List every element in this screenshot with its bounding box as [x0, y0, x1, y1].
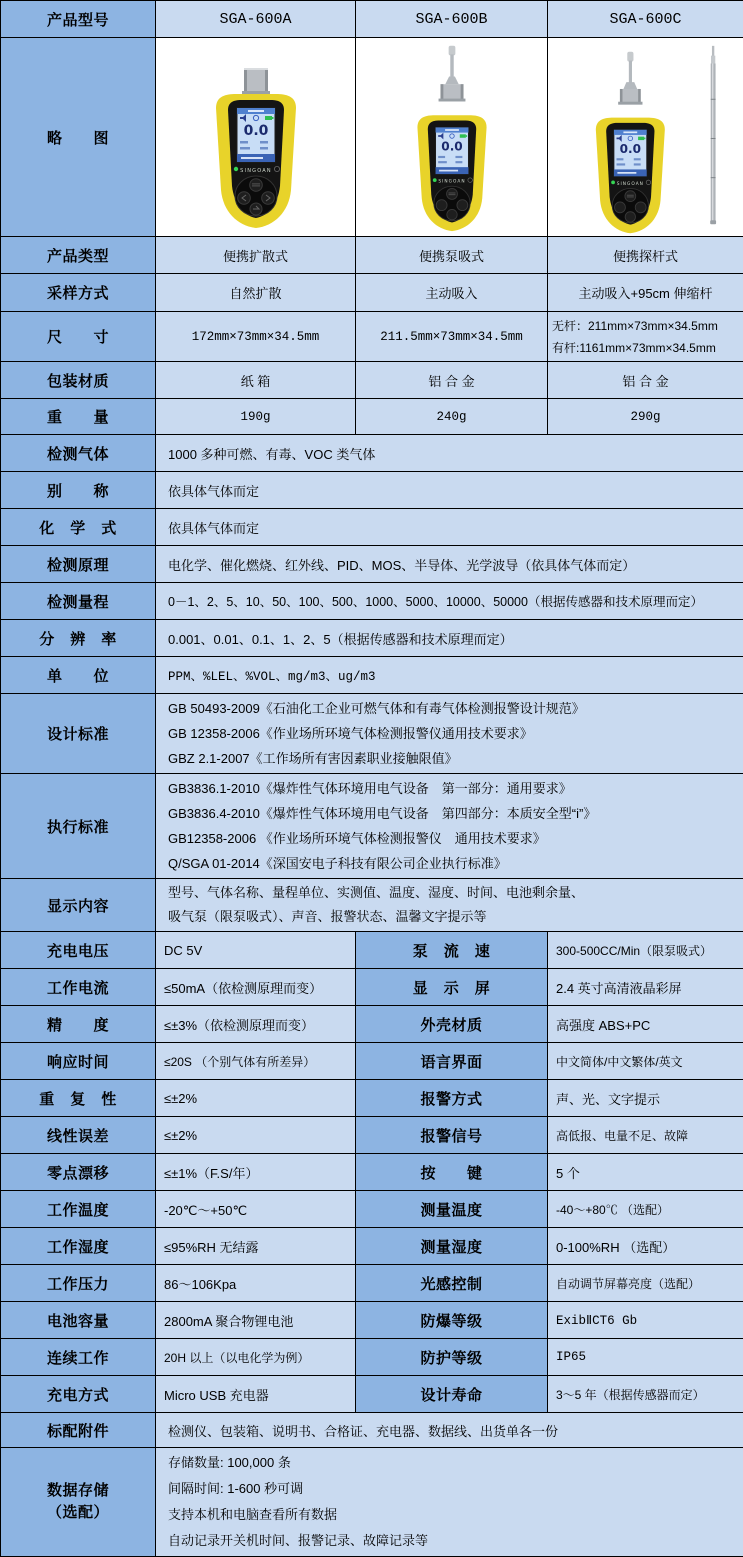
- value-alarm-mode: 声、光、文字提示: [548, 1080, 743, 1117]
- value-charge-voltage: DC 5V: [156, 932, 356, 969]
- value-weight-c: 290g: [548, 399, 743, 435]
- value-light-control: 自动调节屏幕亮度（选配）: [548, 1265, 743, 1302]
- table-row: [1, 1117, 743, 1154]
- label-accuracy: 精 度: [1, 1006, 156, 1043]
- keypad: [235, 176, 277, 216]
- label-alias: 别 称: [1, 472, 156, 509]
- label-working-current: 工作电流: [1, 969, 156, 1006]
- label-repeatability: 重 复 性: [1, 1080, 156, 1117]
- table-row: [1, 694, 743, 774]
- label-linearity-error: 线性误差: [1, 1117, 156, 1154]
- value-packing-a: 纸 箱: [156, 362, 356, 399]
- label-executive-standard: 执行标准: [1, 774, 156, 879]
- value-protection-rating: IP65: [548, 1339, 743, 1376]
- sketch-cell-b: [356, 38, 548, 237]
- value-weight-b: 240g: [356, 399, 548, 435]
- value-weight-a: 190g: [156, 399, 356, 435]
- table-row: [1, 1376, 743, 1413]
- executive-standard-line: GB12358-2006 《作业场所环境气体检测报警仪 通用技术要求》: [168, 826, 735, 851]
- label-unit: 单 位: [1, 657, 156, 694]
- value-working-humidity: ≤95%RH 无结露: [156, 1228, 356, 1265]
- label-battery-capacity: 电池容量: [1, 1302, 156, 1339]
- table-row: [1, 362, 743, 399]
- device-image-sga-600a: [156, 38, 356, 236]
- label-charge-voltage: 充电电压: [1, 932, 156, 969]
- led-indicator: [611, 180, 615, 184]
- telescopic-rod: [710, 46, 716, 224]
- value-design-life: 3～5 年（根据传感器而定）: [548, 1376, 743, 1413]
- value-standard-accessories: 检测仪、包装箱、说明书、合格证、充电器、数据线、出货单各一份: [156, 1413, 743, 1448]
- label-response-time: 响应时间: [1, 1043, 156, 1080]
- label-product-type: 产品类型: [1, 237, 156, 274]
- value-product-type-a: 便携扩散式: [156, 237, 356, 274]
- label-working-temperature: 工作温度: [1, 1191, 156, 1228]
- value-executive-standard: [156, 774, 743, 879]
- label-explosion-proof-rating: 防爆等级: [356, 1302, 548, 1339]
- value-buttons: 5 个: [548, 1154, 743, 1191]
- table-row: [1, 399, 743, 435]
- value-detected-gas: 1000 多种可燃、有毒、VOC 类气体: [156, 435, 743, 472]
- value-battery-capacity: 2800mA 聚合物锂电池: [156, 1302, 356, 1339]
- data-storage-line: 支持本机和电脑查看所有数据: [168, 1502, 735, 1528]
- value-measuring-temperature: -40～+80℃ （选配）: [548, 1191, 743, 1228]
- data-storage-line: 间隔时间: 1-600 秒可调: [168, 1476, 735, 1502]
- table-row: [1, 969, 743, 1006]
- value-housing-material: 高强度 ABS+PC: [548, 1006, 743, 1043]
- table-row: [1, 1413, 743, 1448]
- table-row: [1, 546, 743, 583]
- table-row: [1, 932, 743, 969]
- table-row: [1, 1043, 743, 1080]
- sketch-cell-a: [156, 38, 356, 237]
- value-explosion-proof-rating: ExibⅡCT6 Gb: [548, 1302, 743, 1339]
- led-indicator: [433, 178, 437, 182]
- pump-probe: [618, 52, 642, 105]
- table-row: [1, 1339, 743, 1376]
- data-storage-label-line1: 数据存储: [2, 1480, 154, 1502]
- value-resolution: 0.001、0.01、0.1、1、2、5（根据传感器和技术原理而定）: [156, 620, 743, 657]
- table-row: [1, 583, 743, 620]
- device-image-sga-600c: [548, 38, 743, 236]
- table-row: [1, 1, 743, 38]
- value-chemical-formula: 依具体气体而定: [156, 509, 743, 546]
- screen-value: 0.0: [441, 140, 462, 154]
- label-buttons: 按 键: [356, 1154, 548, 1191]
- value-packing-c: 铝 合 金: [548, 362, 743, 399]
- value-product-type-b: 便携泵吸式: [356, 237, 548, 274]
- label-housing-material: 外壳材质: [356, 1006, 548, 1043]
- table-row: [1, 435, 743, 472]
- table-row: [1, 1191, 743, 1228]
- model-name-c: SGA-600C: [548, 1, 743, 38]
- label-charging-method: 充电方式: [1, 1376, 156, 1413]
- table-row: [1, 1448, 743, 1557]
- label-language-interface: 语言界面: [356, 1043, 548, 1080]
- model-name-a: SGA-600A: [156, 1, 356, 38]
- table-row: [1, 274, 743, 312]
- brand-text: SINGOAN: [438, 179, 465, 185]
- label-detected-gas: 检测气体: [1, 435, 156, 472]
- value-sampling-c: 主动吸入+95cm 伸缩杆: [548, 274, 743, 312]
- value-zero-drift: ≤±1%（F.S/年）: [156, 1154, 356, 1191]
- label-dimensions: 尺 寸: [1, 312, 156, 362]
- table-row: [1, 1302, 743, 1339]
- table-row: [1, 472, 743, 509]
- value-sampling-a: 自然扩散: [156, 274, 356, 312]
- value-measuring-humidity: 0-100%RH （选配）: [548, 1228, 743, 1265]
- label-measuring-humidity: 测量湿度: [356, 1228, 548, 1265]
- label-display-screen: 显 示 屏: [356, 969, 548, 1006]
- value-working-pressure: 86～106Kpa: [156, 1265, 356, 1302]
- label-zero-drift: 零点漂移: [1, 1154, 156, 1191]
- label-chemical-formula: 化 学 式: [1, 509, 156, 546]
- display-content-line: 型号、气体名称、量程单位、实测值、温度、湿度、时间、电池剩余量、: [168, 881, 735, 905]
- table-row: [1, 657, 743, 694]
- value-packing-b: 铝 合 金: [356, 362, 548, 399]
- model-name-b: SGA-600B: [356, 1, 548, 38]
- label-alarm-mode: 报警方式: [356, 1080, 548, 1117]
- value-dimensions-a: 172mm×73mm×34.5mm: [156, 312, 356, 362]
- label-design-standard: 设计标准: [1, 694, 156, 774]
- value-product-type-c: 便携探杆式: [548, 237, 743, 274]
- table-row: [1, 38, 743, 237]
- label-packing-material: 包装材质: [1, 362, 156, 399]
- display-content-line: 吸气泵（限泵吸式）、声音、报警状态、温馨文字提示等: [168, 905, 735, 929]
- value-dimensions-c: [548, 312, 743, 362]
- label-pump-flow: 泵 流 速: [356, 932, 548, 969]
- device-screen: [237, 108, 275, 162]
- executive-standard-line: GB3836.4-2010《爆炸性气体环境用电气设备 第四部分：本质安全型“i”》: [168, 801, 735, 826]
- pump-probe: [439, 46, 466, 102]
- screen-value: 0.0: [620, 142, 641, 156]
- value-detection-range: 0－1、2、5、10、50、100、500、1000、5000、10000、50000（根据传感器和技术原理而定）: [156, 583, 743, 620]
- value-linearity-error: ≤±2%: [156, 1117, 356, 1154]
- device-image-sga-600b: [356, 38, 548, 236]
- table-row: [1, 1080, 743, 1117]
- dimensions-c-line1: 无杆：211mm×73mm×34.5mm: [552, 315, 739, 337]
- table-row: [1, 1265, 743, 1302]
- value-language-interface: 中文简体/中文繁体/英文: [548, 1043, 743, 1080]
- label-working-humidity: 工作湿度: [1, 1228, 156, 1265]
- brand-text: SINGOAN: [617, 181, 644, 187]
- label-design-life: 设计寿命: [356, 1376, 548, 1413]
- table-row: [1, 1006, 743, 1043]
- value-working-temperature: -20℃～+50℃: [156, 1191, 356, 1228]
- design-standard-line: GBZ 2.1-2007《工作场所有害因素职业接触限值》: [168, 746, 735, 771]
- table-row: [1, 879, 743, 932]
- table-row: [1, 620, 743, 657]
- data-storage-label-line2: （选配）: [2, 1502, 154, 1524]
- label-measuring-temperature: 测量温度: [356, 1191, 548, 1228]
- label-light-control: 光感控制: [356, 1265, 548, 1302]
- value-detection-principle: 电化学、催化燃烧、红外线、PID、MOS、半导体、光学波导（依具体气体而定）: [156, 546, 743, 583]
- executive-standard-line: GB3836.1-2010《爆炸性气体环境用电气设备 第一部分：通用要求》: [168, 776, 735, 801]
- device-screen: [614, 130, 647, 177]
- device-screen: [436, 127, 469, 174]
- label-alarm-signal: 报警信号: [356, 1117, 548, 1154]
- value-dimensions-b: 211.5mm×73mm×34.5mm: [356, 312, 548, 362]
- screen-value: 0.0: [244, 123, 269, 139]
- dimensions-c-line2: 有杆:1161mm×73mm×34.5mm: [552, 337, 739, 359]
- value-charging-method: Micro USB 充电器: [156, 1376, 356, 1413]
- data-storage-line: 自动记录开关机时间、报警记录、故障记录等: [168, 1528, 735, 1554]
- value-pump-flow: 300-500CC/Min（限泵吸式）: [548, 932, 743, 969]
- keypad: [612, 188, 648, 222]
- value-design-standard: [156, 694, 743, 774]
- value-continuous-working: 20H 以上（以电化学为例）: [156, 1339, 356, 1376]
- brand-text: SINGOAN: [240, 168, 272, 174]
- table-row: [1, 312, 743, 362]
- table-row: [1, 1154, 743, 1191]
- value-alias: 依具体气体而定: [156, 472, 743, 509]
- label-working-pressure: 工作压力: [1, 1265, 156, 1302]
- label-data-storage: [1, 1448, 156, 1557]
- label-detection-range: 检测量程: [1, 583, 156, 620]
- design-standard-line: GB 50493-2009《石油化工企业可燃气体和有毒气体检测报警设计规范》: [168, 696, 735, 721]
- value-repeatability: ≤±2%: [156, 1080, 356, 1117]
- value-accuracy: ≤±3%（依检测原理而变）: [156, 1006, 356, 1043]
- table-row: [1, 509, 743, 546]
- value-display-screen: 2.4 英寸高清液晶彩屏: [548, 969, 743, 1006]
- label-sampling-method: 采样方式: [1, 274, 156, 312]
- label-weight: 重 量: [1, 399, 156, 435]
- label-protection-rating: 防护等级: [356, 1339, 548, 1376]
- label-product-model: 产品型号: [1, 1, 156, 38]
- value-working-current: ≤50mA（依检测原理而变）: [156, 969, 356, 1006]
- executive-standard-line: Q/SGA 01-2014《深国安电子科技有限公司企业执行标准》: [168, 851, 735, 876]
- data-storage-line: 存储数量: 100,000 条: [168, 1450, 735, 1476]
- label-standard-accessories: 标配附件: [1, 1413, 156, 1448]
- table-row: [1, 774, 743, 879]
- value-unit: PPM、%LEL、%VOL、mg/m3、ug/m3: [156, 657, 743, 694]
- value-data-storage: [156, 1448, 743, 1557]
- keypad: [434, 186, 470, 221]
- value-sampling-b: 主动吸入: [356, 274, 548, 312]
- sketch-cell-c: [548, 38, 743, 237]
- value-alarm-signal: 高低报、电量不足、故障: [548, 1117, 743, 1154]
- device-cap: [242, 68, 270, 94]
- led-indicator: [234, 167, 238, 171]
- table-row: [1, 1228, 743, 1265]
- value-display-content: [156, 879, 743, 932]
- label-detection-principle: 检测原理: [1, 546, 156, 583]
- value-response-time: ≤20S （个别气体有所差异）: [156, 1043, 356, 1080]
- table-row: [1, 237, 743, 274]
- label-display-content: 显示内容: [1, 879, 156, 932]
- label-resolution: 分 辨 率: [1, 620, 156, 657]
- label-continuous-working: 连续工作: [1, 1339, 156, 1376]
- label-sketch: 略 图: [1, 38, 156, 237]
- design-standard-line: GB 12358-2006《作业场所环境气体检测报警仪通用技术要求》: [168, 721, 735, 746]
